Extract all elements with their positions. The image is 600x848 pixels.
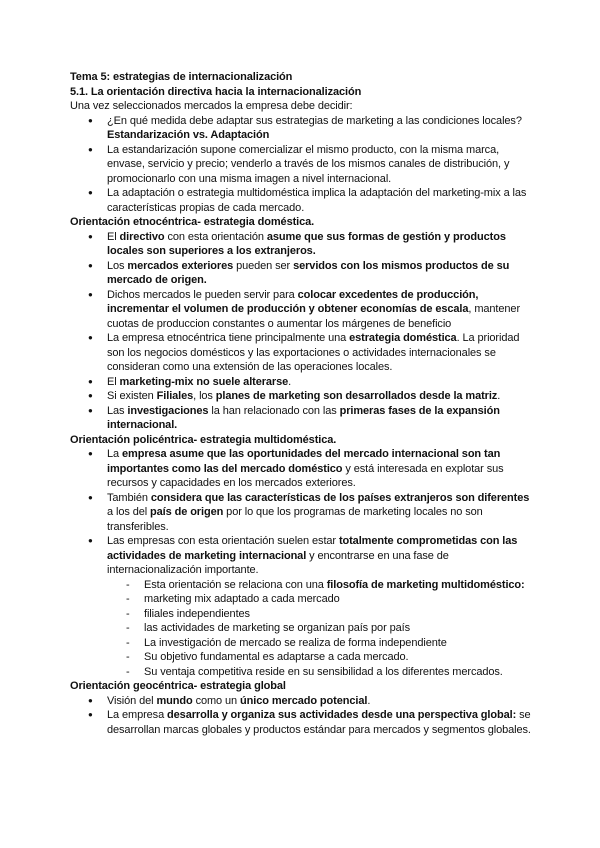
list-item	[70, 534, 532, 578]
policentric-list	[70, 447, 532, 578]
text: ¿En qué medida debe adaptar sus estrategias de marketing a las condiciones locales?	[107, 114, 522, 127]
geocentric-heading: Orientación geocéntrica- estrategia global	[70, 680, 286, 692]
list-item	[70, 331, 532, 375]
list-item	[70, 650, 532, 665]
text: La estandarización supone comercializar el mismo producto, con la misma marca, envase, servicio y precio; venderlo a través de los mismos canales de distribución, y promocionarlo con una misma imagen a nivel internacional.	[107, 143, 510, 185]
list-item	[70, 621, 532, 636]
document-page	[70, 70, 532, 737]
text: la han relacionado con las	[208, 404, 340, 417]
document-title: Tema 5: estrategias de internacionalización	[70, 71, 293, 83]
bold-text: colocar excedentes de producción, incrementar el volumen de producción y obtener economías de escala	[107, 288, 479, 315]
list-item	[70, 694, 532, 709]
bold-text: mercados exteriores	[127, 259, 234, 272]
geocentric-list	[70, 694, 532, 738]
bold-text: Filiales	[156, 390, 194, 402]
bold-text: directivo	[119, 230, 165, 243]
policentric-sublist	[70, 578, 532, 680]
bold-text: mundo	[156, 694, 193, 707]
text: .	[367, 694, 371, 707]
text: Las empresas con esta orientación suelen estar	[107, 535, 339, 547]
list-item	[70, 447, 532, 491]
list-item	[70, 288, 532, 332]
list-item	[70, 404, 532, 433]
list-item	[70, 592, 532, 607]
bold-text: asume que sus formas de gestión y productos locales son superiores a los extranjeros.	[107, 230, 506, 257]
text: .	[288, 375, 292, 388]
bold-text: totalmente comprometidas con las actividades de marketing internacional	[107, 535, 518, 562]
list-item	[70, 578, 532, 593]
text: con esta orientación	[164, 230, 267, 243]
list-item	[70, 607, 532, 622]
text: Su objetivo fundamental es adaptarse a cada mercado.	[144, 651, 409, 663]
list-item	[70, 230, 532, 259]
bold-text: servidos con los mismos productos de su mercado de origen.	[107, 259, 510, 286]
text: Las	[107, 404, 128, 417]
text: y encontrarse en una fase de internacionalización importante.	[107, 549, 449, 576]
list-item	[70, 186, 532, 215]
text: , los	[193, 390, 216, 402]
text: Esta orientación se relaciona con una	[144, 578, 327, 591]
list-item	[70, 636, 532, 651]
text: .	[497, 390, 501, 402]
list-item	[70, 375, 532, 390]
text: El	[107, 230, 120, 243]
intro-text: Una vez seleccionados mercados la empresa debe decidir:	[70, 100, 353, 112]
bold-text: filosofía de marketing multidoméstico:	[326, 578, 525, 591]
list-item	[70, 491, 532, 535]
text: pueden ser	[233, 259, 294, 272]
text: por lo que los programas de marketing locales no son transferibles.	[107, 506, 483, 533]
text: , mantener cuotas de produccion constantes o aumentar los márgenes de beneficio	[107, 303, 521, 330]
text: Su ventaja competitiva reside en su sensibilidad a los diferentes mercados.	[144, 665, 503, 678]
etnocentric-list	[70, 230, 532, 433]
bold-text: considera que las características de los países extranjeros son diferentes	[150, 491, 530, 504]
bold-text: desarrolla y organiza sus actividades desde una perspectiva global:	[167, 709, 517, 721]
text: La empresa	[107, 709, 168, 721]
list-item	[70, 114, 532, 143]
policentric-heading: Orientación policéntrica- estrategia multidoméstica.	[70, 433, 337, 446]
text: Si existen	[107, 390, 157, 402]
bold-text: único mercado potencial	[240, 694, 368, 707]
bold-text: investigaciones	[127, 404, 209, 417]
text: . La prioridad son los negocios domésticos y las exportaciones o actividades internacionales se consideran como una extensión de las operaciones locales.	[107, 332, 520, 373]
text: La investigación de mercado se realiza de forma independiente	[144, 636, 447, 649]
text: Dichos mercados le pueden servir para	[107, 288, 298, 301]
text: También	[107, 491, 151, 504]
text: La adaptación o estrategia multidoméstica implica la adaptación del marketing-mix a las características propias de cada mercado.	[107, 187, 527, 214]
intro-list	[70, 114, 532, 216]
text: El	[107, 375, 120, 388]
list-item	[70, 389, 532, 404]
text: La empresa etnocéntrica tiene principalmente una	[107, 332, 350, 344]
bold-text: estrategia doméstica	[349, 332, 457, 344]
bold-text: planes de marketing son desarrollados desde la matriz	[215, 390, 498, 402]
bold-text: empresa asume que las oportunidades del mercado internacional son tan importantes como las del mercado doméstico	[107, 448, 501, 475]
text: se desarrollan marcas globales y productos estándar para mercados y segmentos globales.	[107, 709, 531, 736]
etnocentric-heading: Orientación etnocéntrica- estrategia doméstica.	[70, 216, 315, 228]
text: y está interesada en explotar sus recursos y capacidades en los mercados exteriores.	[107, 462, 504, 489]
text: como un	[192, 694, 241, 707]
text: las actividades de marketing se organizan país por país	[144, 622, 410, 634]
text: Los	[107, 259, 128, 272]
bold-text: marketing-mix no suele alterarse	[119, 375, 289, 388]
text: a los del	[107, 506, 151, 518]
text: marketing mix adaptado a cada mercado	[144, 593, 340, 605]
bold-text: país de origen	[150, 506, 224, 518]
bold-text: Estandarización vs. Adaptación	[107, 129, 270, 141]
section-subtitle: 5.1. La orientación directiva hacia la internacionalización	[70, 85, 362, 98]
text: Visión del	[107, 694, 157, 707]
text: filiales independientes	[144, 607, 250, 620]
bold-text: primeras fases de la expansión internacional.	[107, 404, 500, 431]
list-item	[70, 259, 532, 288]
list-item	[70, 665, 532, 680]
text: La	[107, 448, 122, 460]
list-item	[70, 143, 532, 187]
list-item	[70, 708, 532, 737]
